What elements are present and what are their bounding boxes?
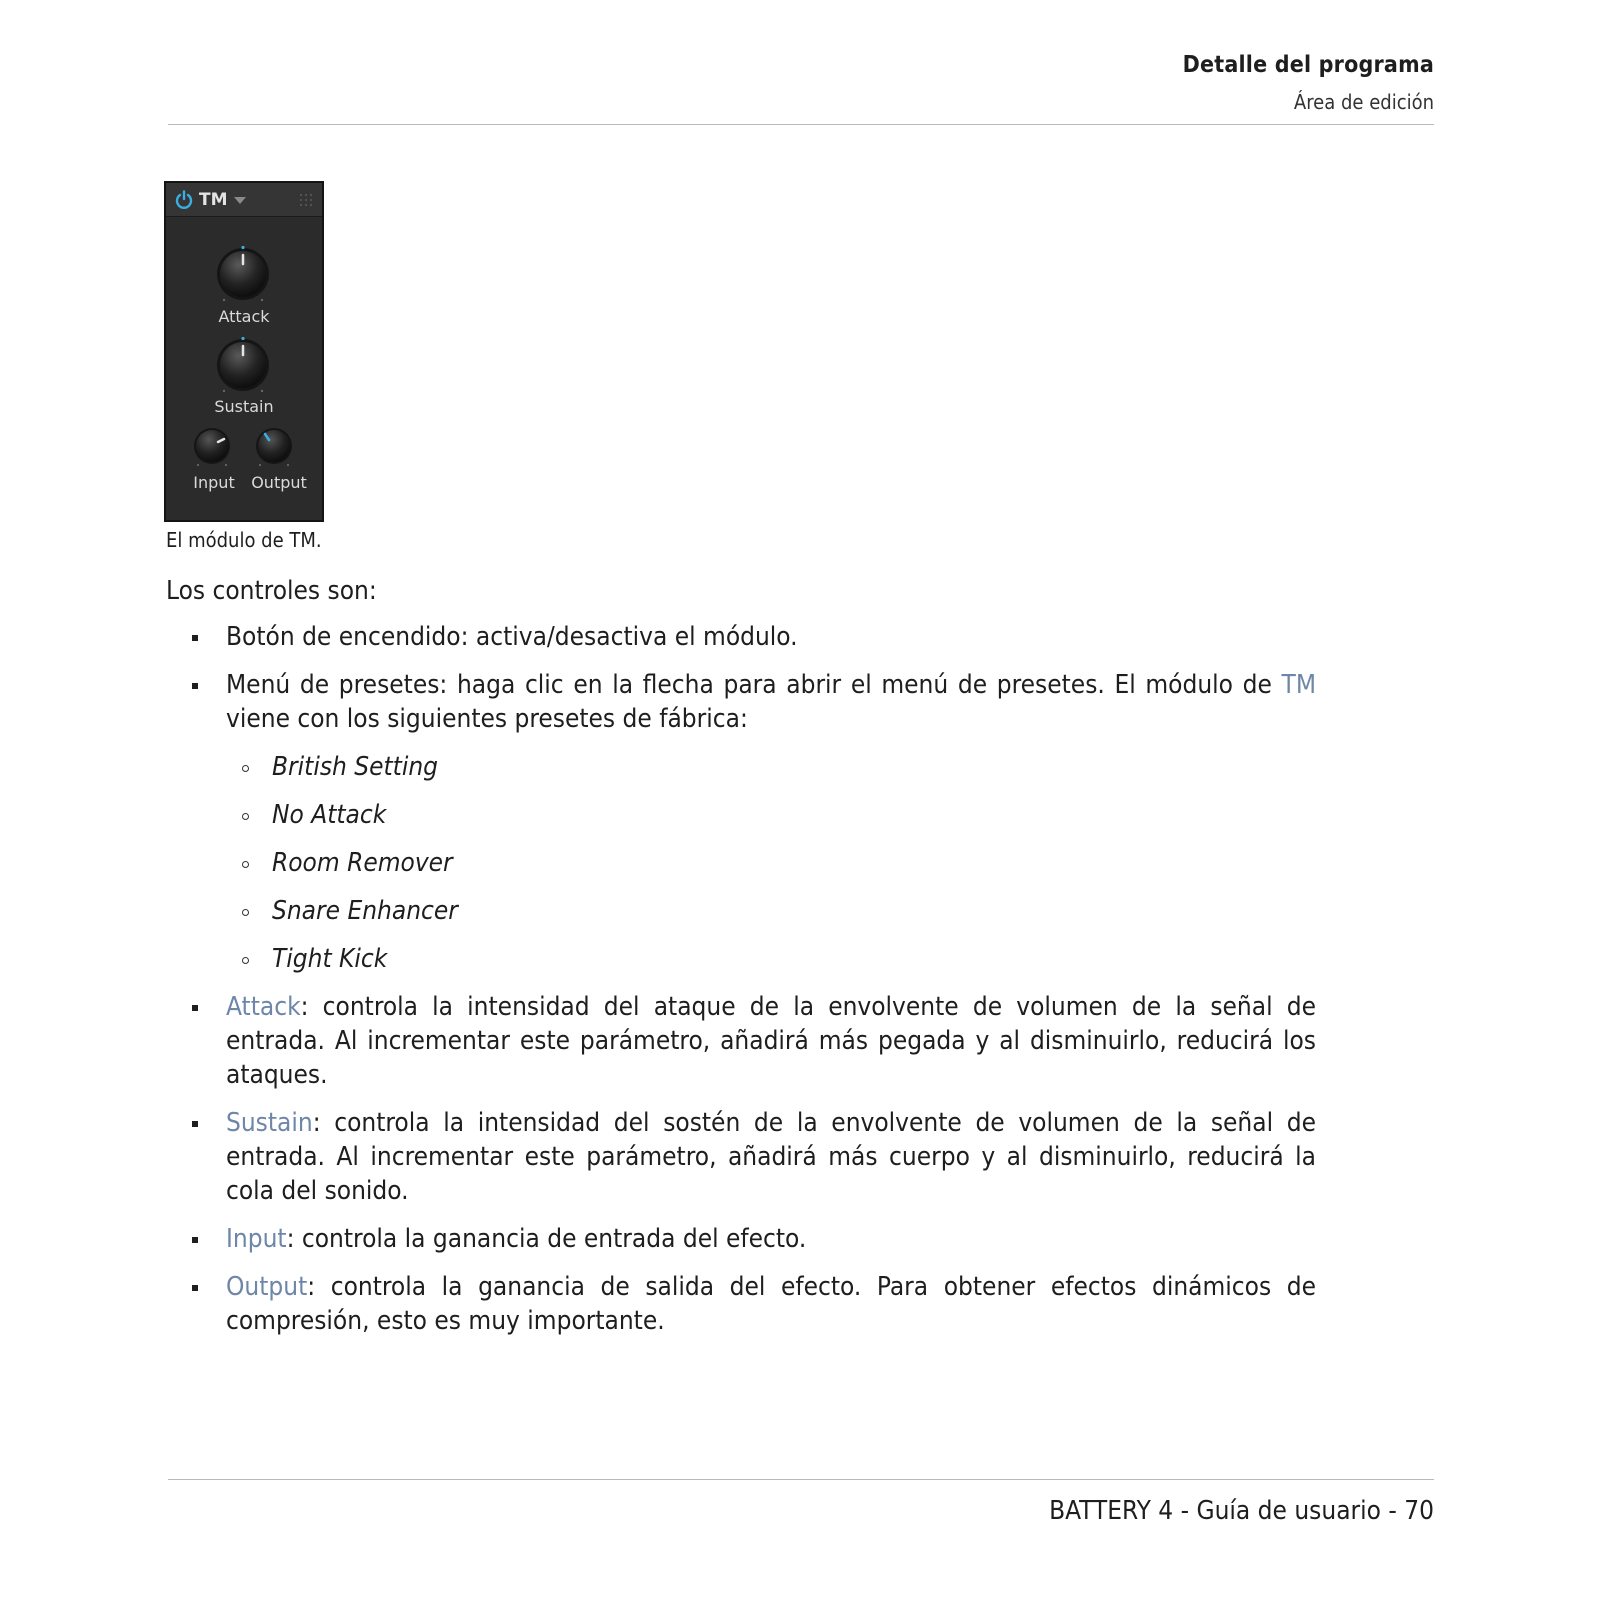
attack-knob[interactable]: [212, 245, 274, 305]
preset-item: British Setting: [226, 750, 1316, 784]
figure-caption: El módulo de TM.: [166, 528, 322, 552]
header-subtitle: Área de edición: [1293, 90, 1434, 114]
input-link[interactable]: Input: [226, 1224, 287, 1254]
attack-link[interactable]: Attack: [226, 992, 301, 1022]
list-item: Sustain: controla la intensidad del sostén de la envolvente de volumen de la señal de entrada. Al incrementar este parámetro, añadirá más cuerpo y al disminuirlo, reducirá la cola del sonido.: [166, 1106, 1316, 1208]
body-content: [166, 574, 1316, 1352]
power-icon[interactable]: [173, 189, 195, 211]
list-item: Input: controla la ganancia de entrada del efecto.: [166, 1222, 1316, 1256]
preset-item: No Attack: [226, 798, 1316, 832]
drag-handle-icon[interactable]: [299, 193, 313, 207]
input-knob[interactable]: [192, 426, 232, 468]
tm-module: [164, 181, 324, 522]
preset-item: Room Remover: [226, 846, 1316, 880]
sustain-knob[interactable]: [212, 336, 274, 396]
output-link[interactable]: Output: [226, 1272, 308, 1302]
list-item: Botón de encendido: activa/desactiva el módulo.: [166, 620, 1316, 654]
footer-text: BATTERY 4 - Guía de usuario - 70: [1049, 1496, 1434, 1526]
preset-item: Snare Enhancer: [226, 894, 1316, 928]
sustain-link[interactable]: Sustain: [226, 1108, 313, 1138]
attack-label: Attack: [218, 307, 270, 326]
header-divider: [168, 124, 1434, 125]
tm-link[interactable]: TM: [1281, 670, 1316, 700]
preset-item: Tight Kick: [226, 942, 1316, 976]
list-item: Menú de presetes: haga clic en la flecha para abrir el menú de presetes. El módulo de TM viene con los siguientes presetes de fábrica: British Setting No Attack Room Remover Snare Enhancer Tight Kick: [166, 668, 1316, 976]
list-item: Output: controla la ganancia de salida del efecto. Para obtener efectos dinámicos de compresión, esto es muy importante.: [166, 1270, 1316, 1338]
controls-list: [166, 620, 1316, 1338]
footer-divider: [168, 1479, 1434, 1480]
list-item: Attack: controla la intensidad del ataque de la envolvente de volumen de la señal de entrada. Al incrementar este parámetro, añadirá más pegada y al disminuirlo, reducirá los ataques.: [166, 990, 1316, 1092]
presets-list: [226, 750, 1316, 976]
output-knob[interactable]: [254, 426, 294, 468]
module-name: TM: [199, 190, 228, 210]
input-label: Input: [193, 473, 235, 492]
intro-text: Los controles son:: [166, 576, 377, 606]
header-title: Detalle del programa: [1182, 52, 1434, 78]
preset-menu-arrow-icon[interactable]: [234, 197, 246, 204]
module-header: [166, 183, 322, 217]
sustain-label: Sustain: [214, 397, 274, 416]
output-label: Output: [251, 473, 307, 492]
